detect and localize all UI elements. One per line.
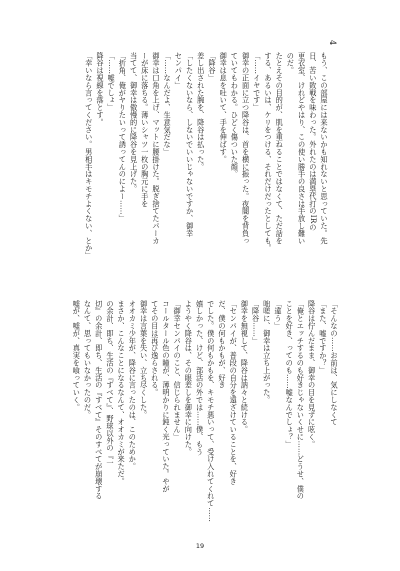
text-line: 「降谷……」 bbox=[251, 300, 261, 345]
text-line: もう、この部屋には来ないかも知れないと思っていた。先 bbox=[320, 52, 329, 245]
text-line: のだ。 bbox=[286, 52, 296, 75]
text-line: 「そんなの……お前は、気にしなくて bbox=[330, 300, 339, 426]
text-line: 「幸いなら言ってください。男相手はキモチよくない、とか」 bbox=[84, 52, 94, 260]
text-line: 「……嘘でしょ」 bbox=[107, 52, 117, 112]
text-line: 切』の余計、即ち、生活の『すべて』そのすべてが崩壊する bbox=[94, 300, 104, 500]
text-line: 「降谷」 bbox=[207, 52, 217, 82]
text-line: ようやく降谷は、その眼差しを御幸に向けた。 bbox=[184, 300, 194, 456]
text-line: 嬉しかった、けど、部活の外では……僕、もう bbox=[195, 300, 205, 456]
text-line: 「センパイが、普段の自分を遠ざけていることを、好き bbox=[229, 300, 239, 485]
text-line: 日、苦い敗戦を味わった。外れたのは満塁代打のIRの bbox=[308, 52, 318, 231]
text-line: 降谷は視線を落とす。 bbox=[95, 52, 105, 126]
text-line: だ、僕の何もかもが、好き bbox=[217, 300, 227, 389]
text-line: 御幸の正面に立つ降谷は、首を横に振った。夜闇を背負っ bbox=[241, 52, 251, 245]
text-line: 差し出された腕を、降谷は払った。 bbox=[196, 52, 206, 171]
text-line: 嘘が、嘘が、真実を喰っていく。 bbox=[72, 300, 82, 411]
text-line: ていてもわかる。ひどく傷ついた顔。 bbox=[230, 52, 240, 178]
text-line: 「……イヤです」 bbox=[252, 52, 262, 112]
text-line: の余計、即ち、生活の『すべて』、野球以外の『一 bbox=[105, 300, 115, 467]
text-line: 「違う」 bbox=[273, 300, 283, 330]
text-line: 御幸は口角を上げ、マットに腰掛けた。脱ぎ捨てたパーカ bbox=[151, 52, 161, 245]
text-line: たとえその目的が、肌を重ねることではなくて、ただ話を bbox=[275, 52, 285, 245]
text-line: 御幸は言葉を失い、立ち尽くした。 bbox=[139, 300, 149, 419]
text-line: 「俺とエッチするのも好きじゃないくせに……どうせ、僕の bbox=[296, 300, 306, 500]
text-line: 「折角、俺がヤりたいって誘ってんのによー……」 bbox=[118, 52, 128, 223]
text-line: 降谷は佇んだまま、御幸の目を見ずに呟く。 bbox=[307, 300, 317, 448]
lower-text-column bbox=[64, 300, 340, 528]
text-line: ことを好き、ってのも……嘘なんでしょ？」 bbox=[285, 300, 295, 448]
text-line: 「また、嘘ですか？」 bbox=[318, 300, 328, 374]
text-line: 更衣室、けれどやはり、この使い勝手の良さは手放し難い bbox=[297, 52, 307, 245]
text-line: 御幸は息を吐いて、手を伸ばす。 bbox=[219, 52, 229, 163]
text-line: センパイ」 bbox=[174, 52, 184, 89]
upper-text-column bbox=[74, 52, 330, 280]
text-line: てその目は再び逸らされる。 bbox=[150, 300, 160, 397]
text-line: 「したくないなら、しないでいいじゃないですか、御幸 bbox=[185, 52, 195, 237]
chapter-number: 4 bbox=[328, 40, 337, 46]
page-number: 19 bbox=[195, 542, 205, 550]
text-line: コールタール色の瞳が、薄明かりに鈍く光っていた。やが bbox=[161, 300, 171, 493]
text-line: なんて、思ってもいなかったのだ。 bbox=[83, 300, 93, 419]
text-line: オオカミ少年が、降谷に言ったのは、このためか。 bbox=[128, 300, 138, 471]
text-line: 当てて、御幸は傲慢的に降谷を見上げた。 bbox=[129, 52, 139, 193]
text-line: 咄嗟に、御幸は立ち上がった。 bbox=[262, 300, 272, 404]
text-line: する、あるいは、ケリをつける、それだけだったとしても。 bbox=[263, 52, 273, 252]
text-line: 「御幸センパイのこと、信じられません」 bbox=[173, 300, 183, 441]
text-line: 「……なんだよ、生意気だな」 bbox=[163, 52, 173, 156]
text-line: でした。僕の何もかもを、キモチ悪いって、受け入れてくれて…… bbox=[206, 300, 216, 522]
text-line: まさか、こんなことになるなんて、オオカミが来ただ。 bbox=[117, 300, 127, 485]
text-line: ーが床に落ちる。薄いシャツ一枚の胸元に手を bbox=[140, 52, 150, 208]
text-line: 御幸を無視して、降谷は訥々と続ける。 bbox=[240, 300, 250, 434]
